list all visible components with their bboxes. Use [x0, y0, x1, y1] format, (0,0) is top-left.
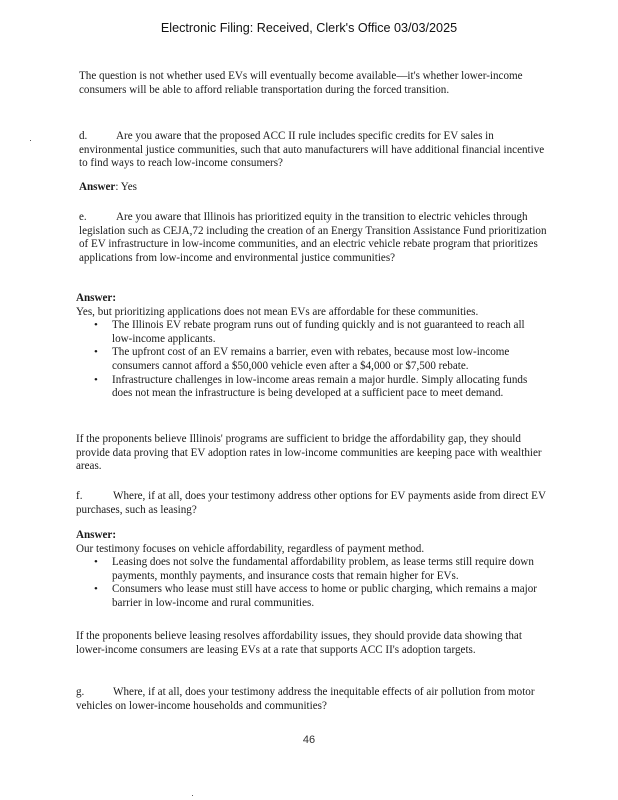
question-e: [79, 211, 549, 265]
question-g: [76, 686, 546, 713]
scan-speck: [30, 140, 31, 141]
answer-e-label: Answer:: [76, 292, 117, 304]
list-item: • Leasing does not solve the fundamental affordability problem, as lease terms still require down payments, monthly payments, and insurance costs that remain higher for EVs.: [76, 556, 546, 583]
list-item: • Infrastructure challenges in low-income areas remain a major hurdle. Simply allocating funds does not mean the infrastructure is being developed at a sufficient pace to meet demand.: [76, 374, 546, 401]
question-d-label: d.: [79, 130, 88, 142]
question-f-label: f.: [76, 490, 83, 502]
intro-paragraph: The question is not whether used EVs will eventually become available—it's whether lower-income consumers will be able to afford reliable transportation during the forced transition.: [79, 70, 523, 96]
answer-d-text: : Yes: [115, 181, 137, 193]
answer-e-closing: If the proponents believe Illinois' programs are sufficient to bridge the affordability gap, they should provide data proving that EV adoption rates in low-income communities are keeping pace with wealthier areas.: [76, 433, 542, 473]
answer-d: [79, 181, 549, 195]
question-g-label: g.: [76, 686, 85, 698]
scan-speck: [192, 795, 193, 796]
question-f-text: Where, if at all, does your testimony address other options for EV payments aside from direct EV purchases, such as leasing?: [76, 490, 546, 516]
answer-d-label: Answer: [79, 181, 116, 193]
list-item: • The upfront cost of an EV remains a barrier, even with rebates, because most low-income consumers cannot afford a $50,000 vehicle even after a $4,000 or $7,500 rebate.: [76, 346, 546, 373]
answer-f: [76, 529, 546, 611]
answer-e-bullet-list: [76, 319, 546, 401]
answer-f-label: Answer:: [76, 529, 117, 541]
question-e-label: e.: [79, 211, 87, 223]
answer-e: [76, 292, 546, 401]
answer-f-intro: Our testimony focuses on vehicle affordability, regardless of payment method.: [76, 542, 425, 555]
answer-e-intro: Yes, but prioritizing applications does not mean EVs are affordable for these communities.: [76, 305, 479, 318]
question-d: [79, 130, 549, 171]
answer-f-closing: If the proponents believe leasing resolves affordability issues, they should provide data showing that lower-income consumers are leasing EVs at a rate that supports ACC II's adoption targets.: [76, 630, 522, 656]
list-item: • The Illinois EV rebate program runs out of funding quickly and is not guaranteed to reach all low-income applicants.: [76, 319, 546, 346]
question-d-text: Are you aware that the proposed ACC II rule includes specific credits for EV sales in environmental justice communities, such that auto manufacturers will have additional financial incentive to find ways to reach low-income consumers?: [79, 130, 545, 170]
question-e-text: Are you aware that Illinois has prioritized equity in the transition to electric vehicles through legislation such as CEJA,72 including the creation of an Energy Transition Assistance Fund prioritization of EV infrastructure in low-income communities, and an electric vehicle rebate program that prioritizes applications from low-income and environmental justice communities?: [79, 211, 547, 264]
question-g-text: Where, if at all, does your testimony address the inequitable effects of air pollution from motor vehicles on lower-income households and communities?: [76, 686, 535, 712]
list-item: • Consumers who lease must still have access to home or public charging, which remains a major barrier in low-income and rural communities.: [76, 583, 546, 610]
page-number: 46: [302, 734, 316, 746]
filing-stamp-header: Electronic Filing: Received, Clerk's Office 03/03/2025: [160, 21, 458, 35]
answer-f-bullet-list: [76, 556, 546, 610]
question-f: [76, 490, 546, 517]
